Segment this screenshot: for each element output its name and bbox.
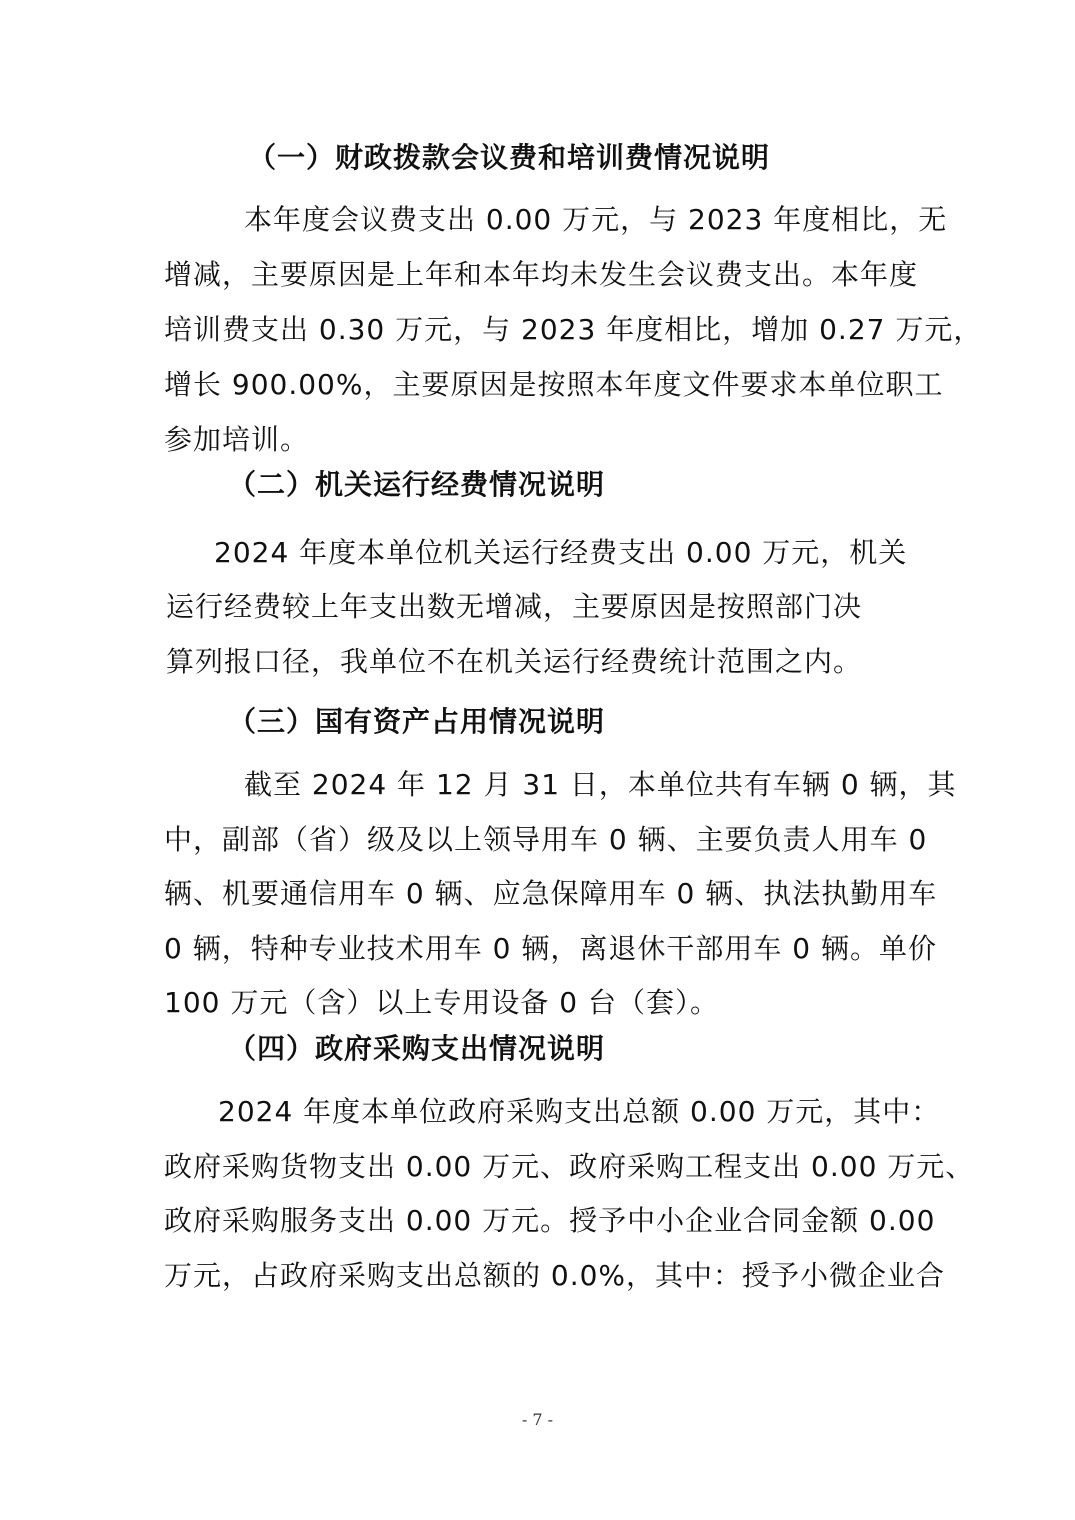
section-2-line-3: 算列报口径，我单位不在机关运行经费统计范围之内。 <box>166 645 863 678</box>
section-4-line-2: 政府采购货物支出 0.00 万元、政府采购工程支出 0.00 万元、 <box>164 1150 975 1183</box>
section-4-line-4: 万元，占政府采购支出总额的 0.0%，其中：授予小微企业合 <box>164 1259 946 1292</box>
section-3-line-3: 辆、机要通信用车 0 辆、应急保障用车 0 辆、执法执勤用车 <box>164 877 938 910</box>
section-2-line-2: 运行经费较上年支出数无增减，主要原因是按照部门决 <box>166 590 863 623</box>
section-1-line-1: 本年度会议费支出 0.00 万元，与 2023 年度相比，无 <box>244 203 948 236</box>
section-3-line-1: 截至 2024 年 12 月 31 日，本单位共有车辆 0 辆，其 <box>244 768 957 801</box>
section-4-line-3: 政府采购服务支出 0.00 万元。授予中小企业合同金额 0.00 <box>164 1204 936 1237</box>
section-1-line-5: 参加培训。 <box>164 423 310 456</box>
section-3-heading: （三）国有资产占用情况说明 <box>228 705 606 738</box>
section-2-line-1: 2024 年度本单位机关运行经费支出 0.00 万元，机关 <box>214 536 908 569</box>
section-4-line-1: 2024 年度本单位政府采购支出总额 0.00 万元，其中： <box>218 1095 941 1128</box>
section-3-line-2: 中，副部（省）级及以上领导用车 0 辆、主要负责人用车 0 <box>164 823 928 856</box>
section-1-line-2: 增减，主要原因是上年和本年均未发生会议费支出。本年度 <box>164 258 919 291</box>
section-2-heading: （二）机关运行经费情况说明 <box>228 468 606 501</box>
section-3-line-5: 100 万元（含）以上专用设备 0 台（套）。 <box>164 986 719 1019</box>
section-4-heading: （四）政府采购支出情况说明 <box>228 1032 606 1065</box>
section-3-line-4: 0 辆，特种专业技术用车 0 辆，离退休干部用车 0 辆。单价 <box>164 932 937 965</box>
page-number: - 7 - <box>521 1410 554 1429</box>
section-1-line-3: 培训费支出 0.30 万元，与 2023 年度相比，增加 0.27 万元， <box>164 313 983 346</box>
section-1-line-4: 增长 900.00%，主要原因是按照本年度文件要求本单位职工 <box>164 368 944 401</box>
section-1-heading: （一）财政拨款会议费和培训费情况说明 <box>248 141 771 174</box>
